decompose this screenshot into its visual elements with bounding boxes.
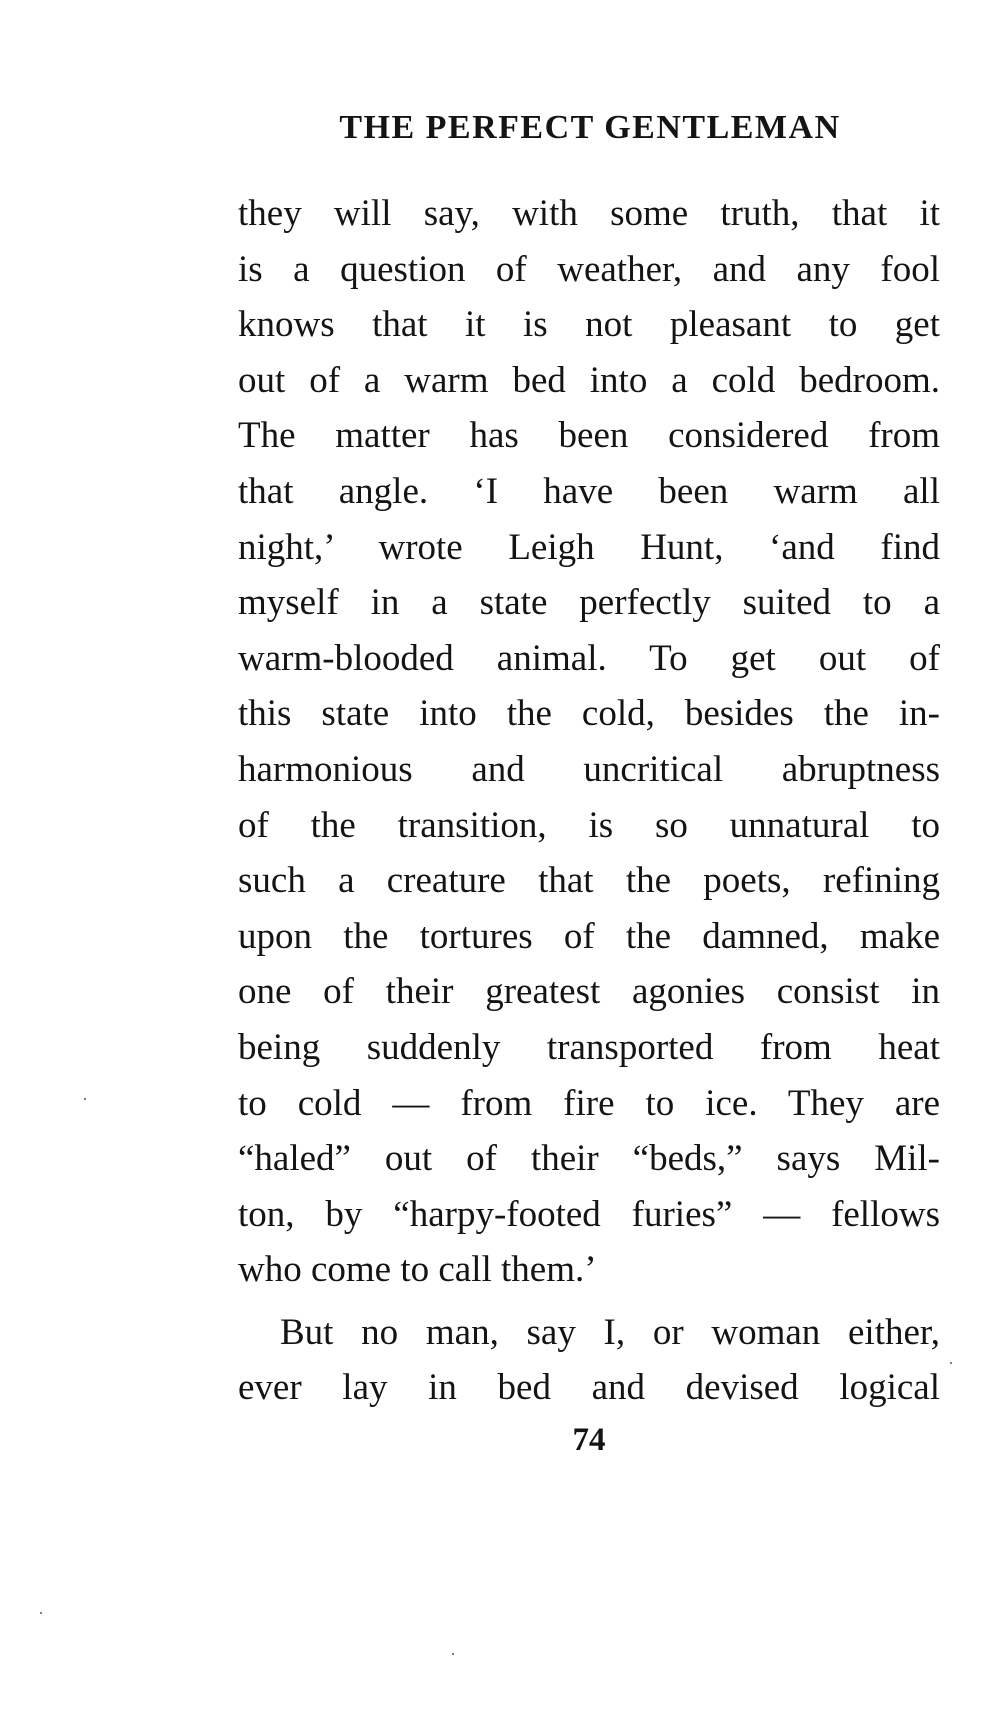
text-line: knows that it is not pleasant to get	[238, 304, 940, 346]
text-line: that angle. ‘I have been warm all	[238, 470, 940, 512]
paragraph-2	[238, 1305, 940, 1416]
text-line: they will say, with some truth, that it	[238, 193, 940, 234]
scan-speck	[950, 1362, 952, 1364]
body-text	[238, 186, 940, 1416]
text-line: who come to call them.’	[238, 1249, 597, 1291]
page-number: 74	[572, 1422, 606, 1458]
text-line: one of their greatest agonies consist in	[238, 971, 940, 1013]
text-line: out of a warm bed into a cold bedroom.	[238, 359, 940, 401]
text-line: “haled” out of their “beds,” says Mil-	[238, 1138, 940, 1180]
text-line: ton, by “harpy-footed furies” — fellows	[238, 1193, 940, 1235]
text-line: night,’ wrote Leigh Hunt, ‘and find	[238, 526, 940, 568]
scan-speck	[452, 1653, 454, 1655]
scan-speck	[40, 1612, 42, 1614]
text-line: such a creature that the poets, refining	[238, 860, 940, 902]
text-line: upon the tortures of the damned, make	[238, 915, 940, 957]
text-line: warm-blooded animal. To get out of	[238, 637, 940, 679]
text-line: to cold — from fire to ice. They are	[238, 1082, 940, 1124]
paragraph-break	[238, 1298, 940, 1305]
text-line: being suddenly transported from heat	[238, 1026, 940, 1068]
text-line: The matter has been considered from	[238, 415, 940, 457]
text-line: harmonious and uncritical abruptness	[238, 748, 940, 790]
text-line: ever lay in bed and devised logical	[238, 1367, 940, 1409]
text-line: is a question of weather, and any fool	[238, 248, 940, 290]
text-line: of the transition, is so unnatural to	[238, 804, 940, 846]
paragraph-1	[238, 186, 940, 1298]
text-line: But no man, say I, or woman either,	[280, 1311, 940, 1353]
running-head: THE PERFECT GENTLEMAN	[339, 109, 841, 146]
text-line: myself in a state perfectly suited to a	[238, 582, 940, 624]
scan-speck	[84, 1098, 86, 1100]
text-line: this state into the cold, besides the in-	[238, 693, 940, 735]
